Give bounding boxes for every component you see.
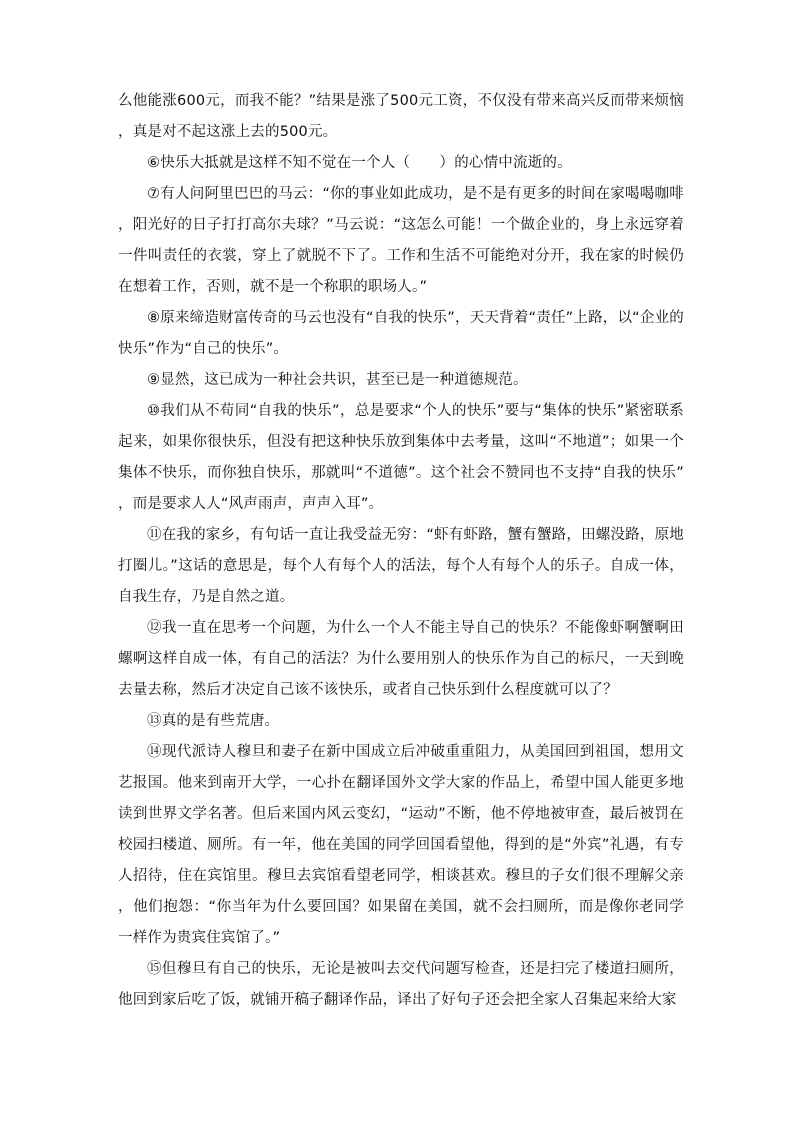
paragraph-9: ⑨显然，这已成为一种社会共识，甚至已是一种道德规范。: [147, 372, 528, 388]
document-body: [118, 86, 684, 1016]
paragraph-continuation: 么他能涨600元，而我不能？”结果是涨了500元工资，不仅没有带来高兴反而带来烦恼，真是对不起这涨上去的500元。: [118, 93, 684, 140]
paragraph-11: ⑪在我的家乡，有句话一直让我受益无穷：“虾有虾路，蟹有蟹路，田螺没路，原地打圈儿。”这话的意思是，每个人有每个人的活法，每个人有每个人的乐子。自成一体，自我生存，乃是自然之道。: [118, 527, 684, 605]
paragraph-6: ⑥快乐大抵就是这样不知不觉在一个人（ ）的心情中流逝的。: [147, 155, 572, 171]
paragraph-10: ⑩我们从不苟同“自我的快乐”，总是要求“个人的快乐”要与“集体的快乐”紧密联系起来，如果你很快乐，但没有把这种快乐放到集体中去考量，这叫“不地道”；如果一个集体不快乐，而你独自快乐，那就叫“不道德”。这个社会不赞同也不支持“自我的快乐”，而是要求人人“风声雨声，声声入耳”。: [118, 403, 684, 512]
paragraph-12: ⑫我一直在思考一个问题，为什么一个人不能主导自己的快乐？不能像虾啊蟹啊田螺啊这样自成一体，有自己的活法？为什么要用别人的快乐作为自己的标尺，一天到晚去量去称，然后才决定自己该不该快乐，或者自己快乐到什么程度就可以了？: [118, 620, 684, 698]
paragraph-14: ⑭现代派诗人穆旦和妻子在新中国成立后冲破重重阻力，从美国回到祖国，想用文艺报国。他来到南开大学，一心扑在翻译国外文学大家的作品上，希望中国人能更多地读到世界文学名著。但后来国内风云变幻，“运动”不断，他不停地被审查，最后被罚在校园扫楼道、厕所。有一年，他在美国的同学回国看望他，得到的是“外宾”礼遇，有专人招待，住在宾馆里。穆旦去宾馆看望老同学，相谈甚欢。穆旦的子女们很不理解父亲，他们抱怨：“你当年为什么要回国？如果留在美国，就不会扫厕所，而是像你老同学一样作为贵宾住宾馆了。”: [118, 744, 684, 946]
paragraph-15: ⑮但穆旦有自己的快乐，无论是被叫去交代问题写检查，还是扫完了楼道扫厕所，他回到家后吃了饭，就铺开稿子翻译作品，译出了好句子还会把全家人召集起来给大家: [118, 961, 684, 1008]
paragraph-7: ⑦有人问阿里巴巴的马云：“你的事业如此成功，是不是有更多的时间在家喝喝咖啡，阳光好的日子打打高尔夫球？”马云说：“这怎么可能！一个做企业的，身上永远穿着一件叫责任的衣裳，穿上了就脱不下了。工作和生活不可能绝对分开，我在家的时候仍在想着工作，否则，就不是一个称职的职场人。”: [118, 186, 684, 295]
paragraph-8: ⑧原来缔造财富传奇的马云也没有“自我的快乐”，天天背着“责任”上路，以“企业的快乐”作为“自己的快乐”。: [118, 310, 684, 357]
paragraph-13: ⑬真的是有些荒唐。: [147, 713, 280, 729]
